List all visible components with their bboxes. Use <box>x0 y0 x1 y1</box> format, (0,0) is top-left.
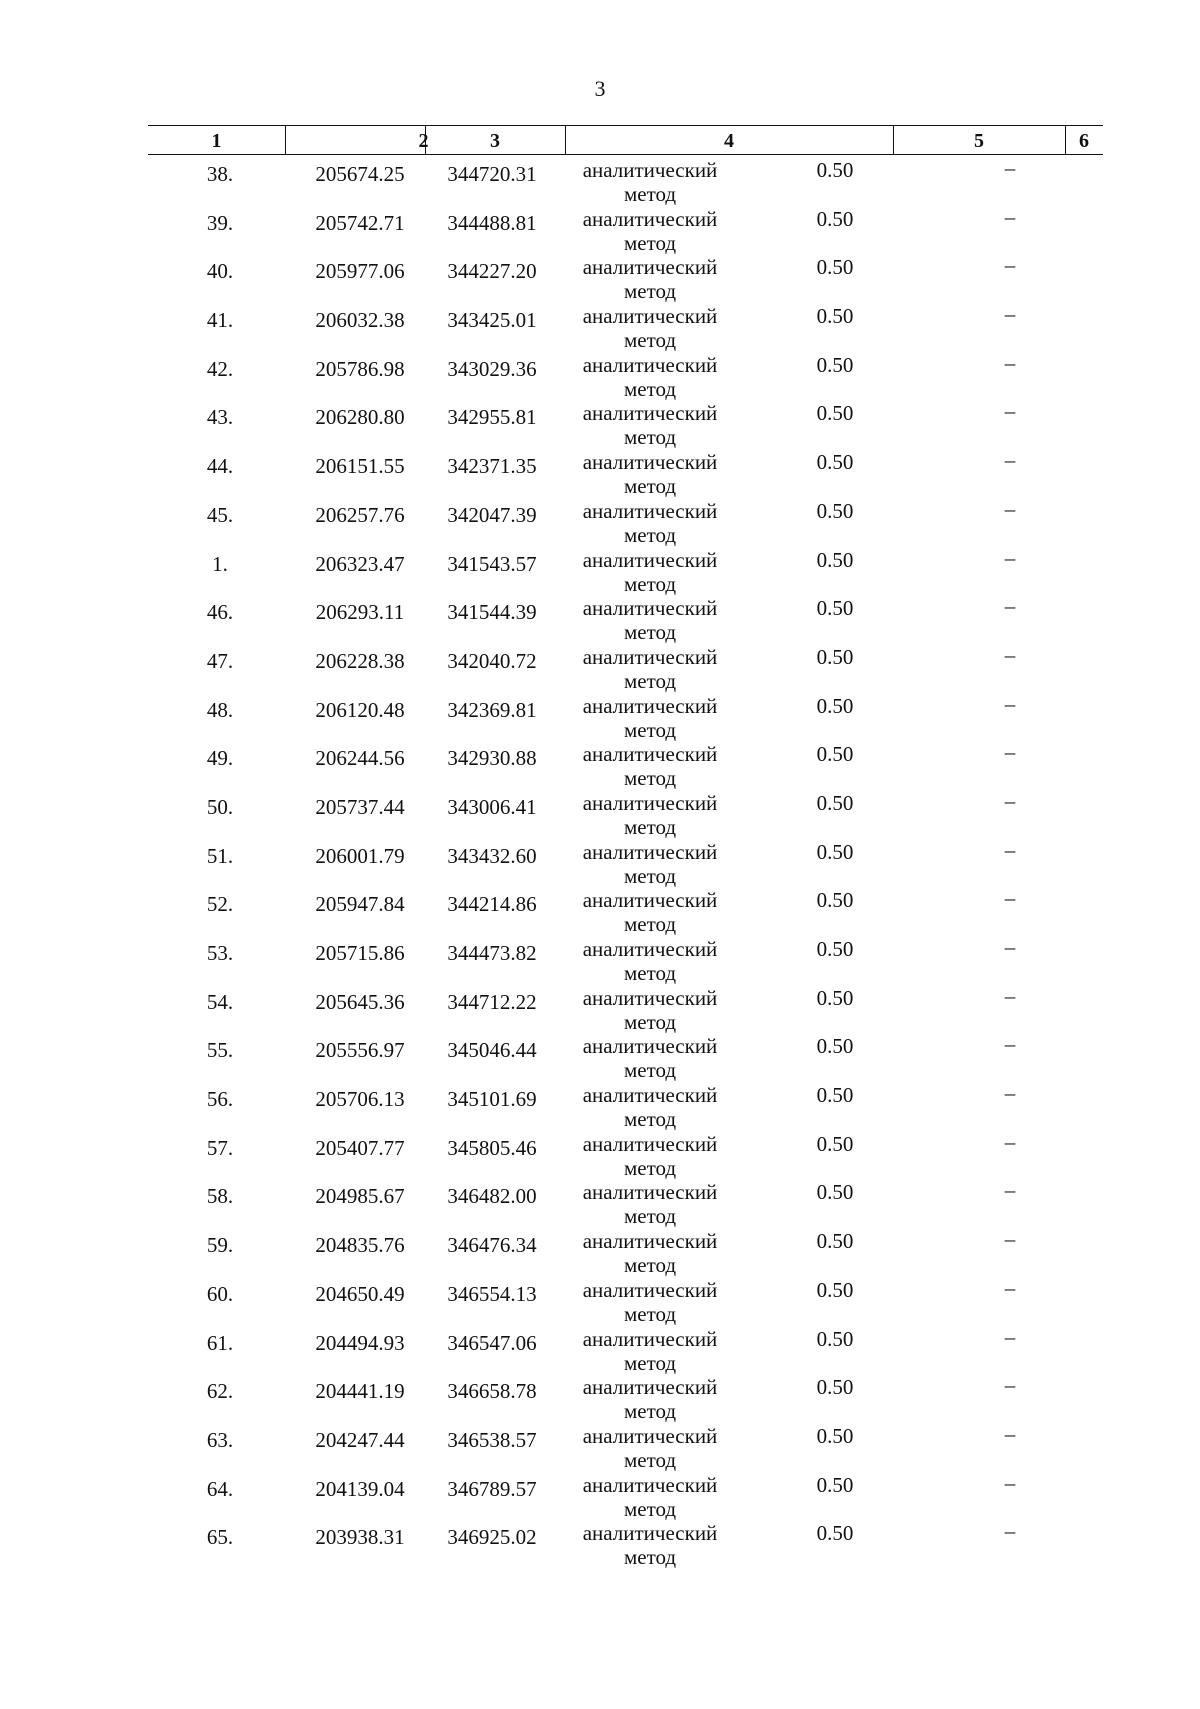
method-line-2: метод <box>623 961 677 985</box>
method-line-1: аналитический <box>582 158 718 182</box>
table-row <box>0 1276 1200 1325</box>
point-number: 52. <box>206 892 234 917</box>
coordinate-y: 342930.88 <box>447 746 537 771</box>
extra-value: – <box>1004 983 1016 1008</box>
determination-method <box>565 158 735 206</box>
accuracy-value: 0.50 <box>816 1375 854 1400</box>
coordinates-table-body <box>0 156 1200 1568</box>
determination-method <box>565 1424 735 1472</box>
point-number: 63. <box>206 1427 234 1452</box>
determination-method <box>565 353 735 401</box>
method-line-2: метод <box>623 1496 677 1521</box>
extra-value: – <box>1004 594 1016 619</box>
method-line-2: метод <box>623 668 677 693</box>
table-row <box>0 497 1200 546</box>
extra-value: – <box>1004 1275 1016 1300</box>
extra-value: – <box>1004 740 1016 765</box>
coordinate-x: 205706.13 <box>315 1087 405 1112</box>
determination-method <box>565 791 735 839</box>
coordinate-x: 206032.38 <box>315 308 405 333</box>
accuracy-value: 0.50 <box>816 1131 854 1156</box>
method-line-1: аналитический <box>582 352 718 377</box>
extra-value: – <box>1004 253 1016 278</box>
coordinate-y: 344214.86 <box>447 892 537 917</box>
table-row <box>0 1325 1200 1374</box>
method-line-2: метод <box>623 1301 677 1326</box>
method-line-1: аналитический <box>582 1277 718 1302</box>
page-number: 3 <box>594 76 606 101</box>
method-line-1: аналитический <box>582 839 718 864</box>
method-line-1: аналитический <box>582 1180 718 1205</box>
extra-value: – <box>1004 691 1016 716</box>
coordinate-x: 205645.36 <box>315 989 405 1014</box>
coordinate-x: 204247.44 <box>315 1427 405 1452</box>
table-row <box>0 1081 1200 1130</box>
determination-method <box>565 888 735 936</box>
point-number: 46. <box>206 600 234 625</box>
method-line-1: аналитический <box>582 693 718 718</box>
accuracy-value: 0.50 <box>816 644 854 669</box>
point-number: 59. <box>206 1233 234 1258</box>
coordinate-y: 342047.39 <box>447 502 537 527</box>
extra-value: – <box>1004 1178 1016 1203</box>
extra-value: – <box>1004 886 1016 911</box>
extra-value: – <box>1004 935 1016 959</box>
point-number: 41. <box>206 308 234 333</box>
point-number: 61. <box>206 1330 234 1355</box>
coordinate-y: 342369.81 <box>447 697 537 722</box>
coordinate-x: 206257.76 <box>315 502 405 527</box>
coordinate-x: 205737.44 <box>315 794 405 819</box>
table-row <box>0 205 1200 254</box>
column-header-5: 5 <box>974 130 984 152</box>
accuracy-value: 0.50 <box>816 1423 854 1448</box>
table-row <box>0 740 1200 789</box>
coordinate-x: 206244.56 <box>315 746 405 771</box>
point-number: 54. <box>206 989 234 1014</box>
accuracy-value: 0.50 <box>816 158 854 182</box>
method-line-2: метод <box>623 1204 677 1229</box>
method-line-1: аналитический <box>582 596 718 621</box>
point-number: 40. <box>206 259 234 284</box>
coordinate-x: 205715.86 <box>315 941 405 965</box>
method-line-2: метод <box>623 571 677 596</box>
coordinate-y: 345805.46 <box>447 1135 537 1160</box>
determination-method <box>565 450 735 498</box>
coordinate-y: 346925.02 <box>447 1525 537 1550</box>
coordinate-x: 206323.47 <box>315 551 405 576</box>
coordinate-y: 346476.34 <box>447 1233 537 1258</box>
method-line-1: аналитический <box>582 644 718 669</box>
coordinate-x: 205947.84 <box>315 892 405 917</box>
determination-method <box>565 742 735 790</box>
method-line-2: метод <box>623 1058 677 1083</box>
column-header-6: 6 <box>1079 130 1089 152</box>
extra-value: – <box>1004 837 1016 862</box>
method-line-1: аналитический <box>582 742 718 767</box>
table-row <box>0 253 1200 302</box>
accuracy-value: 0.50 <box>816 547 854 572</box>
coordinate-y: 342040.72 <box>447 648 537 673</box>
coordinate-y: 343006.41 <box>447 794 537 819</box>
column-header-2: 2 <box>418 130 429 152</box>
coordinate-x: 205786.98 <box>315 356 405 381</box>
table-row <box>0 1032 1200 1081</box>
coordinate-y: 346482.00 <box>447 1184 537 1209</box>
determination-method <box>565 1083 735 1131</box>
accuracy-value: 0.50 <box>816 1034 854 1059</box>
coordinate-y: 344473.82 <box>447 941 537 965</box>
method-line-1: аналитический <box>582 937 718 961</box>
point-number: 48. <box>206 697 234 722</box>
method-line-2: метод <box>623 863 677 888</box>
method-line-1: аналитический <box>582 1034 718 1059</box>
coordinate-x: 203938.31 <box>315 1525 405 1550</box>
extra-value: – <box>1004 1470 1016 1495</box>
accuracy-value: 0.50 <box>816 790 854 815</box>
point-number: 51. <box>206 843 234 868</box>
extra-value: – <box>1004 1032 1016 1057</box>
accuracy-value: 0.50 <box>816 693 854 718</box>
determination-method <box>565 1180 735 1228</box>
coordinate-y: 344712.22 <box>447 989 537 1014</box>
extra-value: – <box>1004 399 1016 424</box>
point-number: 47. <box>206 648 234 673</box>
determination-method <box>565 207 735 255</box>
point-number: 44. <box>206 454 234 479</box>
accuracy-value: 0.50 <box>816 937 854 961</box>
determination-method <box>565 1034 735 1082</box>
accuracy-value: 0.50 <box>816 352 854 377</box>
table-row <box>0 1373 1200 1422</box>
method-line-1: аналитический <box>582 498 718 523</box>
coordinate-x: 204985.67 <box>315 1184 405 1209</box>
accuracy-value: 0.50 <box>816 498 854 523</box>
extra-value: – <box>1004 156 1016 180</box>
coordinate-y: 346658.78 <box>447 1379 537 1404</box>
coordinate-y: 343425.01 <box>447 308 537 333</box>
accuracy-value: 0.50 <box>816 742 854 767</box>
coordinate-y: 346547.06 <box>447 1330 537 1355</box>
accuracy-value: 0.50 <box>816 401 854 426</box>
method-line-1: аналитический <box>582 1229 718 1254</box>
coordinate-y: 346789.57 <box>447 1476 537 1501</box>
determination-method <box>565 548 735 596</box>
determination-method <box>565 499 735 547</box>
point-number: 1. <box>212 551 228 576</box>
table-row <box>0 643 1200 692</box>
table-row <box>0 1178 1200 1227</box>
coordinate-x: 204835.76 <box>315 1233 405 1258</box>
coordinate-x: 206293.11 <box>315 600 405 625</box>
method-line-2: метод <box>623 230 677 255</box>
method-line-1: аналитический <box>582 790 718 815</box>
method-line-2: метод <box>623 1399 677 1424</box>
coordinate-y: 346538.57 <box>447 1427 537 1452</box>
extra-value: – <box>1004 302 1016 327</box>
extra-value: – <box>1004 1227 1016 1252</box>
determination-method <box>565 255 735 303</box>
table-row <box>0 692 1200 741</box>
table-row <box>0 1422 1200 1471</box>
determination-method <box>565 645 735 693</box>
method-line-2: метод <box>623 814 677 839</box>
method-line-2: метод <box>623 1545 677 1570</box>
column-header-3: 3 <box>490 130 500 152</box>
table-row <box>0 546 1200 595</box>
determination-method <box>565 596 735 644</box>
determination-method <box>565 1327 735 1375</box>
extra-value: – <box>1004 1421 1016 1446</box>
point-number: 64. <box>206 1476 234 1501</box>
extra-value: – <box>1004 350 1016 375</box>
determination-method <box>565 1521 735 1569</box>
coordinate-y: 346554.13 <box>447 1281 537 1306</box>
determination-method <box>565 694 735 742</box>
table-row <box>0 984 1200 1033</box>
determination-method <box>565 986 735 1034</box>
coordinate-y: 345101.69 <box>447 1087 537 1112</box>
determination-method <box>565 1278 735 1326</box>
table-row <box>0 156 1200 205</box>
coordinate-y: 341544.39 <box>447 600 537 625</box>
method-line-1: аналитический <box>582 985 718 1010</box>
coordinate-y: 342371.35 <box>447 454 537 479</box>
determination-method <box>565 1132 735 1180</box>
point-number: 57. <box>206 1135 234 1160</box>
accuracy-value: 0.50 <box>816 1472 854 1497</box>
method-line-2: метод <box>623 717 677 742</box>
extra-value: – <box>1004 1081 1016 1106</box>
accuracy-value: 0.50 <box>816 206 854 231</box>
table-row <box>0 935 1200 984</box>
determination-method <box>565 937 735 985</box>
extra-value: – <box>1004 545 1016 570</box>
table-row <box>0 302 1200 351</box>
method-line-1: аналитический <box>582 1521 718 1546</box>
table-row <box>0 789 1200 838</box>
method-line-2: метод <box>623 1009 677 1034</box>
accuracy-value: 0.50 <box>816 839 854 864</box>
coordinate-x: 205407.77 <box>315 1135 405 1160</box>
method-line-1: аналитический <box>582 1131 718 1156</box>
table-row <box>0 1519 1200 1568</box>
method-line-1: аналитический <box>582 450 718 475</box>
coordinate-x: 206280.80 <box>315 405 405 430</box>
table-header-bottom-rule <box>148 154 1103 155</box>
coordinate-x: 206151.55 <box>315 454 405 479</box>
method-line-2: метод <box>623 279 677 304</box>
point-number: 42. <box>206 356 234 381</box>
table-row <box>0 886 1200 935</box>
method-line-2: метод <box>623 766 677 791</box>
method-line-1: аналитический <box>582 547 718 572</box>
coordinate-x: 204494.93 <box>315 1330 405 1355</box>
coordinate-x: 204441.19 <box>315 1379 405 1404</box>
coordinate-y: 341543.57 <box>447 551 537 576</box>
coordinate-x: 206120.48 <box>315 697 405 722</box>
extra-value: – <box>1004 204 1016 229</box>
table-row <box>0 448 1200 497</box>
method-line-2: метод <box>623 912 677 937</box>
accuracy-value: 0.50 <box>816 888 854 913</box>
coordinate-x: 206228.38 <box>315 648 405 673</box>
point-number: 53. <box>206 941 234 965</box>
method-line-1: аналитический <box>582 1375 718 1400</box>
method-line-2: метод <box>623 1253 677 1278</box>
point-number: 38. <box>206 162 234 186</box>
extra-value: – <box>1004 1324 1016 1349</box>
extra-value: – <box>1004 1373 1016 1398</box>
extra-value: – <box>1004 496 1016 521</box>
coordinate-y: 342955.81 <box>447 405 537 430</box>
coordinate-x: 205674.25 <box>315 162 405 186</box>
accuracy-value: 0.50 <box>816 1521 854 1546</box>
coordinate-x: 206001.79 <box>315 843 405 868</box>
accuracy-value: 0.50 <box>816 1180 854 1205</box>
method-line-2: метод <box>623 425 677 450</box>
point-number: 39. <box>206 210 234 235</box>
coordinate-y: 345046.44 <box>447 1038 537 1063</box>
accuracy-value: 0.50 <box>816 304 854 329</box>
method-line-2: метод <box>623 474 677 499</box>
coordinate-y: 343432.60 <box>447 843 537 868</box>
column-header-1: 1 <box>211 130 222 152</box>
method-line-1: аналитический <box>582 255 718 280</box>
method-line-2: метод <box>623 376 677 401</box>
method-line-1: аналитический <box>582 1423 718 1448</box>
coordinate-y: 344488.81 <box>447 210 537 235</box>
coordinate-y: 344227.20 <box>447 259 537 284</box>
table-row <box>0 1130 1200 1179</box>
point-number: 58. <box>206 1184 234 1209</box>
method-line-1: аналитический <box>582 1083 718 1108</box>
accuracy-value: 0.50 <box>816 1326 854 1351</box>
method-line-2: метод <box>623 182 677 206</box>
method-line-1: аналитический <box>582 304 718 329</box>
accuracy-value: 0.50 <box>816 1229 854 1254</box>
point-number: 45. <box>206 502 234 527</box>
point-number: 62. <box>206 1379 234 1404</box>
method-line-2: метод <box>623 1350 677 1375</box>
table-row <box>0 594 1200 643</box>
method-line-2: метод <box>623 328 677 353</box>
coordinate-x: 204139.04 <box>315 1476 405 1501</box>
table-row <box>0 1227 1200 1276</box>
point-number: 60. <box>206 1281 234 1306</box>
point-number: 56. <box>206 1087 234 1112</box>
determination-method <box>565 304 735 352</box>
method-line-2: метод <box>623 620 677 645</box>
coordinate-x: 205977.06 <box>315 259 405 284</box>
point-number: 50. <box>206 794 234 819</box>
method-line-2: метод <box>623 1107 677 1132</box>
table-row <box>0 399 1200 448</box>
method-line-2: метод <box>623 1447 677 1472</box>
accuracy-value: 0.50 <box>816 255 854 280</box>
column-header-4: 4 <box>724 130 734 152</box>
extra-value: – <box>1004 642 1016 667</box>
method-line-1: аналитический <box>582 888 718 913</box>
extra-value: – <box>1004 1519 1016 1544</box>
coordinate-x: 205742.71 <box>315 210 405 235</box>
extra-value: – <box>1004 1129 1016 1154</box>
extra-value: – <box>1004 448 1016 473</box>
table-header <box>148 126 1103 154</box>
determination-method <box>565 1229 735 1277</box>
coordinate-y: 343029.36 <box>447 356 537 381</box>
method-line-1: аналитический <box>582 206 718 231</box>
table-row <box>0 1471 1200 1520</box>
determination-method <box>565 1473 735 1521</box>
point-number: 65. <box>206 1525 234 1550</box>
table-row <box>0 838 1200 887</box>
extra-value: – <box>1004 788 1016 813</box>
point-number: 43. <box>206 405 234 430</box>
point-number: 49. <box>206 746 234 771</box>
accuracy-value: 0.50 <box>816 1277 854 1302</box>
determination-method <box>565 401 735 449</box>
point-number: 55. <box>206 1038 234 1063</box>
method-line-1: аналитический <box>582 1472 718 1497</box>
coordinate-y: 344720.31 <box>447 162 537 186</box>
accuracy-value: 0.50 <box>816 1083 854 1108</box>
determination-method <box>565 1375 735 1423</box>
method-line-1: аналитический <box>582 1326 718 1351</box>
accuracy-value: 0.50 <box>816 985 854 1010</box>
determination-method <box>565 840 735 888</box>
method-line-1: аналитический <box>582 401 718 426</box>
accuracy-value: 0.50 <box>816 450 854 475</box>
coordinate-x: 205556.97 <box>315 1038 405 1063</box>
table-row <box>0 351 1200 400</box>
accuracy-value: 0.50 <box>816 596 854 621</box>
coordinate-x: 204650.49 <box>315 1281 405 1306</box>
method-line-2: метод <box>623 1155 677 1180</box>
method-line-2: метод <box>623 522 677 547</box>
